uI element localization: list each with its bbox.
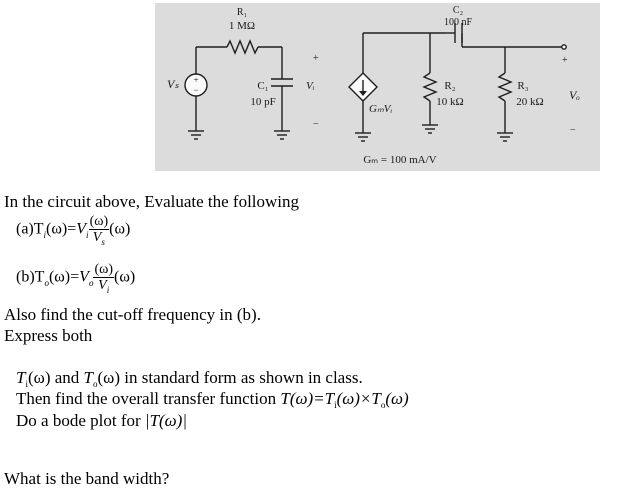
- vo-minus: −: [570, 125, 576, 136]
- svg-text:−: −: [193, 85, 199, 95]
- std1-t: T: [16, 368, 26, 387]
- bandwidth-text: What is the band width?: [4, 469, 170, 488]
- eq-b-num: (ω): [94, 262, 113, 277]
- vi-plus: +: [313, 53, 319, 64]
- bode-line: [16, 411, 187, 431]
- eq-b-fraction: [93, 263, 114, 293]
- eq-a-fraction: [89, 215, 110, 245]
- eq-b-lhs-sub: o: [44, 277, 49, 288]
- r2-value: 10 kΩ: [436, 96, 464, 108]
- r1-value: 1 MΩ: [228, 20, 256, 32]
- eq-b-tail: (ω): [113, 268, 136, 286]
- equation-b: [16, 263, 135, 293]
- overall-mid: (ω)×T: [336, 389, 381, 408]
- eq-a-v-sub: i: [86, 229, 89, 240]
- bode-prefix: Do a bode plot for: [16, 411, 145, 430]
- standard-form-line: [16, 368, 363, 388]
- std2-w: (ω): [97, 368, 121, 387]
- eq-b-v-sub: o: [88, 277, 94, 288]
- svg-text:+: +: [193, 75, 199, 85]
- eq-a-den-sub: s: [101, 237, 105, 247]
- c1-name: C₁: [257, 80, 269, 92]
- overall-line: [16, 389, 409, 409]
- eq-a-num: (ω): [89, 214, 109, 229]
- eq-b-den-sub: i: [106, 285, 110, 295]
- equation-a: [16, 215, 130, 245]
- r3-name: R₃: [517, 80, 529, 92]
- std2-sub: o: [93, 379, 98, 389]
- gm-note: Gₘ = 100 mA/V: [363, 154, 437, 166]
- bode-expr: |T(ω)|: [144, 411, 188, 430]
- r3-value: 20 kΩ: [516, 96, 544, 108]
- eq-b-lhs: (b)T: [16, 268, 45, 286]
- vo-plus: +: [562, 55, 568, 66]
- eq-a-lhs-sub: i: [43, 229, 47, 240]
- eq-b-mid: (ω)=: [48, 268, 80, 286]
- eq-a-tail: (ω): [109, 220, 131, 238]
- vi-label: Vᵢ: [306, 80, 315, 92]
- overall-prefix: Then find the overall transfer function: [16, 389, 281, 408]
- eq-b-v: V: [79, 268, 89, 286]
- r2-name: R₂: [444, 80, 456, 92]
- express-text: Express both: [4, 326, 93, 345]
- c2-value: 100 nF: [443, 17, 473, 28]
- std1-sub: i: [25, 379, 28, 389]
- dep-source-label: GₘVᵢ: [369, 103, 393, 115]
- overall-expr: T(ω)=T: [280, 389, 335, 408]
- vo-label: Vₒ: [569, 88, 580, 102]
- overall-sub2: o: [380, 400, 386, 410]
- c2-name: C₂: [452, 5, 464, 16]
- std-rest: in standard form as shown in class.: [120, 368, 363, 387]
- eq-a-v: V: [76, 220, 87, 238]
- eq-a-lhs: (a)T: [16, 220, 44, 238]
- r1-name: R₁: [236, 7, 248, 18]
- vs-label: Vₛ: [167, 77, 179, 91]
- eq-a-den: V: [92, 230, 102, 245]
- vi-minus: −: [313, 119, 319, 130]
- eq-a-mid: (ω)=: [46, 220, 77, 238]
- std-and: and: [50, 368, 84, 387]
- c1-value: 10 pF: [250, 96, 276, 108]
- eq-b-den: V: [98, 278, 107, 293]
- std2-t: T: [83, 368, 94, 387]
- circuit-diagram: [155, 3, 600, 171]
- std1-w: (ω): [27, 368, 51, 387]
- cutoff-text: Also find the cut-off frequency in (b).: [4, 305, 261, 324]
- overall-end: (ω): [385, 389, 409, 408]
- intro-text: In the circuit above, Evaluate the following: [4, 192, 300, 211]
- overall-sub1: i: [334, 400, 337, 410]
